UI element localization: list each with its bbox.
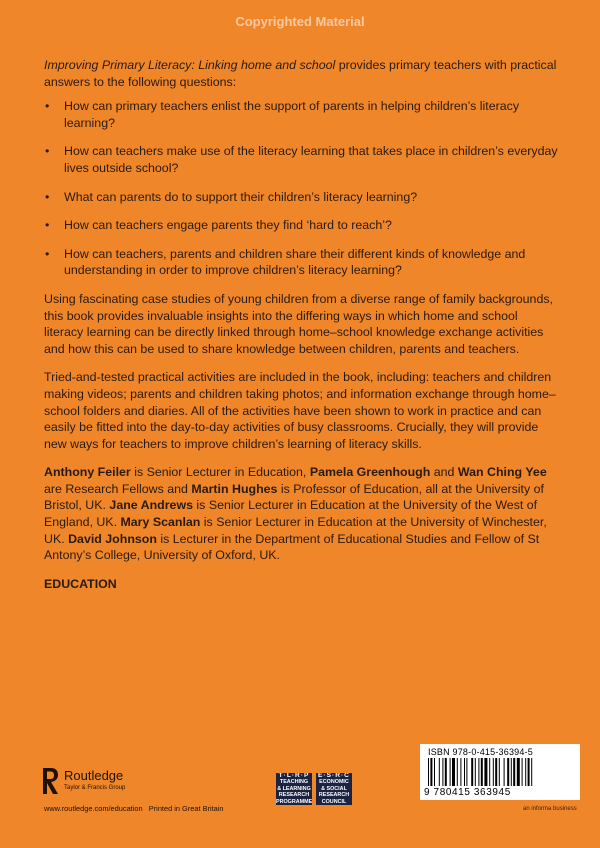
intro-paragraph: Improving Primary Literacy: Linking home and school provides primary teachers with practical answers to the following questions: <box>44 58 557 89</box>
publisher-footer <box>44 804 224 813</box>
tlrp-logo: T·L·R·P TEACHING & LEARNING RESEARCH PROGRAMME <box>276 773 312 805</box>
informa-tagline: an informa business <box>523 806 577 812</box>
list-item: • How can teachers make use of the literacy learning that takes place in children’s everyday lives outside school? <box>44 143 558 176</box>
book-title: Improving Primary Literacy: Linking home and school <box>44 58 336 72</box>
question-list <box>44 98 558 279</box>
printed-note: Printed in Great Britain <box>148 804 224 813</box>
activities-paragraph: Tried-and-tested practical activities are included in the book, including: teachers and children making videos; parents and children taking photos; and information exchange through home–school folders and diaries. All of the activities have been shown to work in practice and can easily be fitted into the day-to-day activities of busy classrooms. Crucially, they will provide new ways for teachers to improve children’s learning of literacy skills. <box>44 370 556 451</box>
list-item: • How can primary teachers enlist the support of parents in helping children’s literacy learning? <box>44 98 558 131</box>
subject-category: EDUCATION <box>44 576 117 591</box>
publisher-name: Routledge <box>64 768 124 783</box>
description-paragraph: Using fascinating case studies of young children from a diverse range of family backgrounds, this book provides invaluable insights into the differing ways in which home and school literacy learning can be directly linked through home–school knowledge exchange activities and how this can be used to share knowledge between children, parents and teachers. <box>44 291 553 356</box>
authors-paragraph: Anthony Feiler is Senior Lecturer in Education, Pamela Greenhough and Wan Ching Yee are Research Fellows and Martin Hughes is Professor of Education, all at the University of Bristol, UK. Jane Andrews is Senior Lecturer in Education at the University of the West of England, UK. Mary Scanlan is Senior Lecturer in Education at the University of Winchester, UK. David Johnson is Lecturer in the Department of Educational Studies and Fellow of St Antony’s College, University of Oxford, UK. <box>44 465 547 563</box>
list-item: • How can teachers, parents and children share their different kinds of knowledge and understanding in order to improve children’s literacy learning? <box>44 246 558 279</box>
routledge-r-icon <box>40 766 60 796</box>
isbn-label: ISBN 978-0-415-36394-5 <box>428 747 533 757</box>
back-cover-text <box>44 57 558 604</box>
list-item: • How can teachers engage parents they find ‘hard to reach’? <box>44 217 558 234</box>
publisher-url: www.routledge.com/education <box>44 804 143 813</box>
isbn-barcode-panel <box>420 744 580 800</box>
isbn-digits: 9 780415 363945 <box>424 787 511 798</box>
barcode-icon <box>426 758 574 788</box>
publisher-group: Taylor & Francis Group <box>64 785 126 791</box>
list-item: • What can parents do to support their children’s literacy learning? <box>44 189 558 206</box>
esrc-logo: E·S·R·C ECONOMIC & SOCIAL RESEARCH COUNCIL <box>316 773 352 805</box>
copyright-watermark: Copyrighted Material <box>235 14 365 29</box>
